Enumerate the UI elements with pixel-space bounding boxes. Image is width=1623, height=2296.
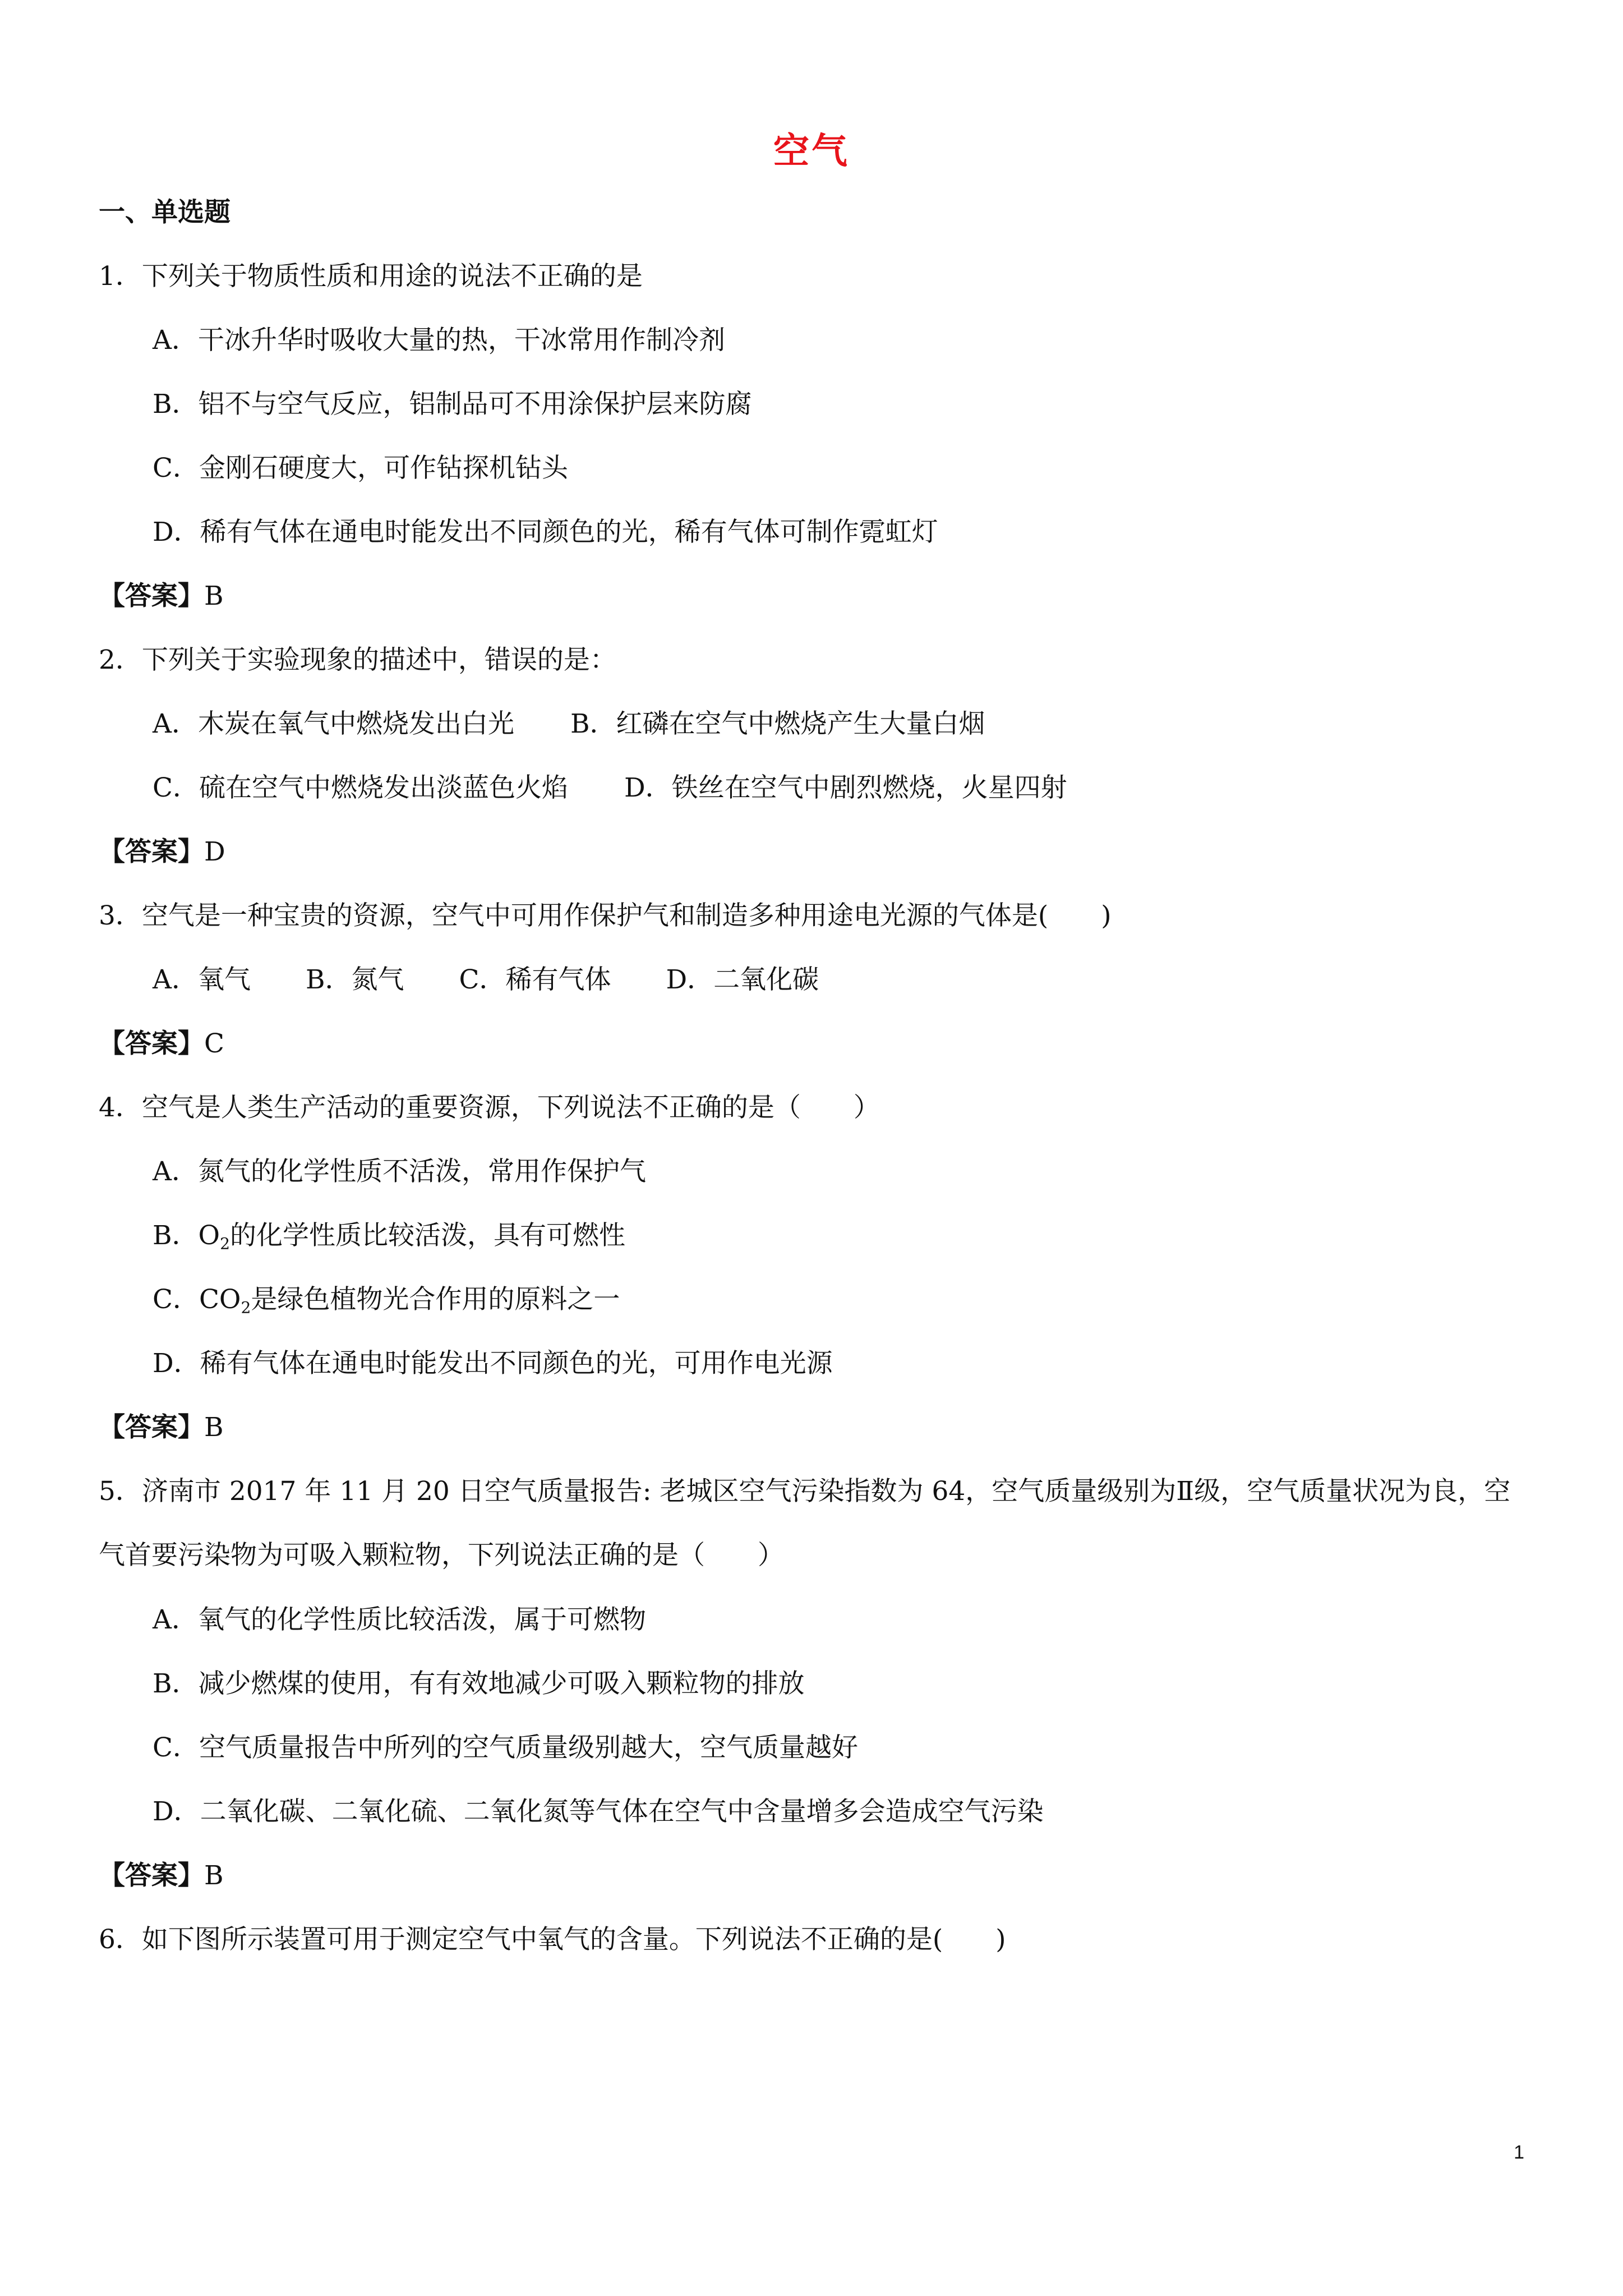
option-b-prefix: B．O bbox=[153, 1220, 220, 1251]
answer-value: C bbox=[204, 1028, 224, 1059]
question-1-option-c: C．金刚石硬度大，可作钻探机钻头 bbox=[153, 453, 568, 484]
question-1-option-b: B．铝不与空气反应，铝制品可不用涂保护层来防腐 bbox=[153, 389, 752, 420]
question-3-options-row bbox=[99, 964, 1534, 996]
question-5-stem: 5．济南市 2017 年 11 月 20 日空气质量报告: 老城区空气污染指数为 64，空气质量级别为Ⅱ级，空气质量状况为良，空气首要污染物为可吸入颗粒物，下列说法正确的是（ ） bbox=[99, 1476, 1511, 1571]
question-4-option-a: A．氮气的化学性质不活泼，常用作保护气 bbox=[153, 1156, 646, 1187]
question-3-option-d: D．二氧化碳 bbox=[666, 964, 819, 995]
page-number: 1 bbox=[1514, 2142, 1524, 2163]
option-c-prefix: C．CO bbox=[153, 1284, 241, 1315]
answer-label: 【答案】 bbox=[99, 581, 204, 611]
document-title: 空气 bbox=[773, 130, 850, 172]
answer-label: 【答案】 bbox=[99, 1860, 204, 1891]
question-2-options-row-1 bbox=[99, 708, 1534, 740]
answer-value: D bbox=[204, 836, 225, 867]
answer-label: 【答案】 bbox=[99, 836, 204, 867]
question-2-option-c: C．硫在空气中燃烧发出淡蓝色火焰 bbox=[153, 772, 568, 803]
question-3-option-b: B．氮气 bbox=[305, 964, 404, 995]
document-body bbox=[99, 196, 1534, 1987]
option-b-suffix: 的化学性质比较活泼，具有可燃性 bbox=[230, 1220, 626, 1251]
question-5-option-d: D．二氧化碳、二氧化硫、二氧化氮等气体在空气中含量增多会造成空气污染 bbox=[153, 1796, 1044, 1827]
question-2-stem: 2．下列关于实验现象的描述中，错误的是： bbox=[99, 645, 616, 675]
question-4-answer bbox=[99, 1411, 1534, 1443]
question-5-answer bbox=[99, 1860, 1534, 1892]
question-2-answer bbox=[99, 836, 1534, 868]
question-4-option-b bbox=[99, 1220, 1534, 1251]
question-3-stem: 3．空气是一种宝贵的资源，空气中可用作保护气和制造多种用途电光源的气体是( ) bbox=[99, 900, 1112, 931]
option-c-suffix: 是绿色植物光合作用的原料之一 bbox=[251, 1284, 620, 1315]
question-5-option-a: A．氧气的化学性质比较活泼，属于可燃物 bbox=[153, 1604, 646, 1635]
question-4-option-c bbox=[99, 1283, 1534, 1315]
answer-value: B bbox=[204, 581, 224, 611]
question-3-answer bbox=[99, 1028, 1534, 1060]
question-3-option-a: A．氧气 bbox=[153, 964, 251, 995]
question-2-option-a: A．木炭在氧气中燃烧发出白光 bbox=[153, 708, 514, 739]
option-b-subscript: 2 bbox=[220, 1234, 230, 1253]
question-1-stem: 1．下列关于物质性质和用途的说法不正确的是 bbox=[99, 261, 643, 292]
answer-value: B bbox=[204, 1860, 224, 1891]
answer-label: 【答案】 bbox=[99, 1028, 204, 1059]
question-5-option-c: C．空气质量报告中所列的空气质量级别越大，空气质量越好 bbox=[153, 1732, 858, 1763]
answer-label: 【答案】 bbox=[99, 1412, 204, 1443]
question-2-option-b: B．红磷在空气中燃烧产生大量白烟 bbox=[570, 708, 985, 739]
question-5-option-b: B．减少燃煤的使用，有有效地减少可吸入颗粒物的排放 bbox=[153, 1668, 805, 1699]
answer-value: B bbox=[204, 1412, 224, 1443]
question-1-option-d: D．稀有气体在通电时能发出不同颜色的光，稀有气体可制作霓虹灯 bbox=[153, 517, 938, 547]
question-1-option-a: A．干冰升华时吸收大量的热，干冰常用作制冷剂 bbox=[153, 325, 725, 356]
option-c-subscript: 2 bbox=[241, 1298, 251, 1317]
question-2-option-d: D．铁丝在空气中剧烈燃烧，火星四射 bbox=[624, 772, 1067, 803]
question-1-answer bbox=[99, 580, 1534, 612]
question-2-options-row-2 bbox=[99, 772, 1534, 804]
question-4-stem: 4．空气是人类生产活动的重要资源，下列说法不正确的是（ ） bbox=[99, 1092, 880, 1123]
section-heading: 一、单选题 bbox=[99, 197, 230, 228]
question-3-option-c: C．稀有气体 bbox=[459, 964, 611, 995]
question-6-stem: 6．如下图所示装置可用于测定空气中氧气的含量。下列说法不正确的是( ) bbox=[99, 1924, 1006, 1955]
question-4-option-d: D．稀有气体在通电时能发出不同颜色的光，可用作电光源 bbox=[153, 1348, 833, 1379]
